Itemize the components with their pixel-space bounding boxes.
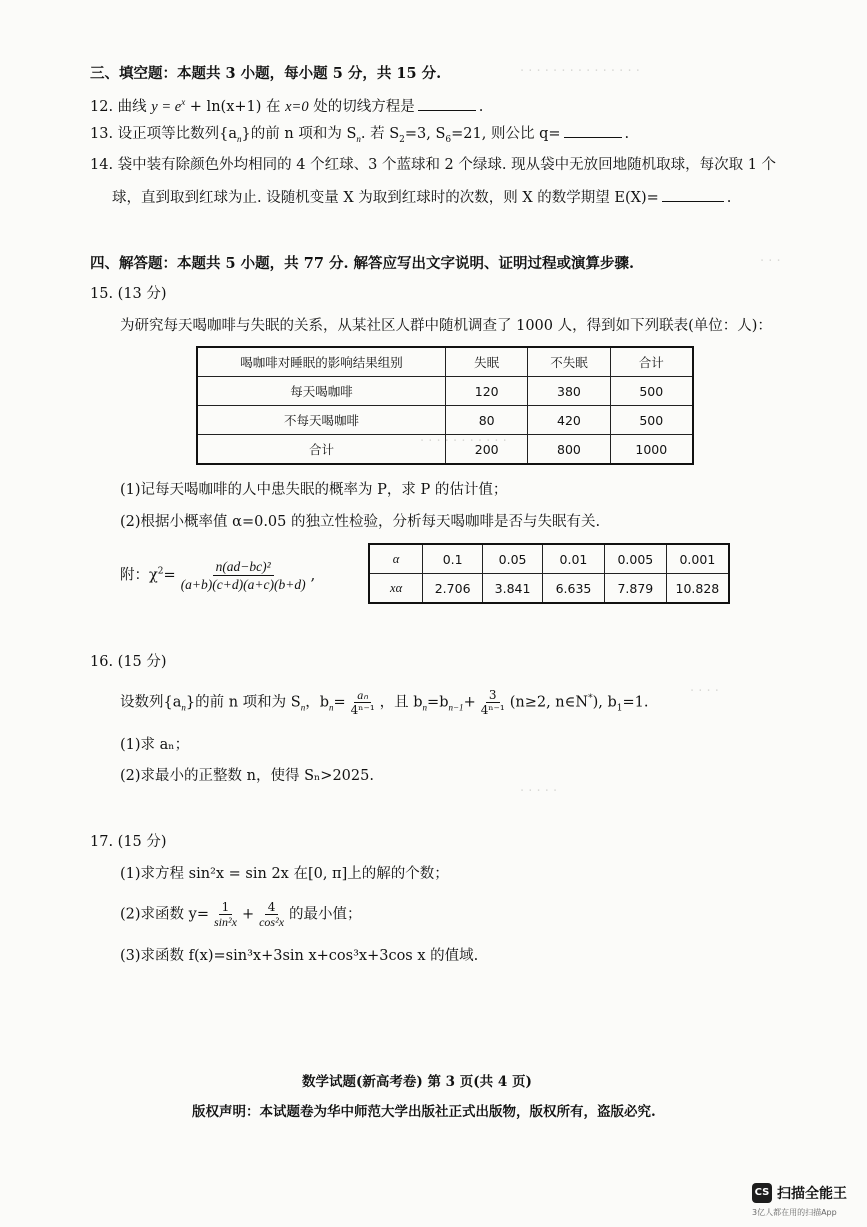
table-cell: α bbox=[369, 544, 423, 574]
table-row bbox=[197, 406, 693, 435]
table-cell: 120 bbox=[446, 377, 528, 406]
question-16-label: 16. (15 分) bbox=[90, 654, 167, 670]
table-cell: 3.841 bbox=[483, 574, 543, 604]
table-cell: 0.01 bbox=[543, 544, 605, 574]
camscanner-logo-icon: CS bbox=[752, 1183, 772, 1203]
table-cell: 2.706 bbox=[423, 574, 483, 604]
question-15-label: 15. (13 分) bbox=[90, 286, 167, 302]
table-cell: 6.635 bbox=[543, 574, 605, 604]
table-cell: 7.879 bbox=[604, 574, 666, 604]
table-row bbox=[197, 377, 693, 406]
table-cell: 0.005 bbox=[604, 544, 666, 574]
question-16-part1: (1)求 aₙ； bbox=[120, 737, 190, 753]
question-15-part1: (1)记每天喝咖啡的人中患失眠的概率为 P，求 P 的估计值； bbox=[120, 482, 508, 498]
question-14-line2: 球，直到取到红球为止. 设随机变量 X 为取到红球时的次数，则 X 的数学期望 E(X)= . bbox=[112, 190, 732, 206]
table-cell: 500 bbox=[610, 377, 693, 406]
table-header-row bbox=[197, 347, 693, 377]
table-row bbox=[197, 435, 693, 465]
section3-heading: 三、填空题：本题共 3 小题，每小题 5 分，共 15 分. bbox=[90, 65, 442, 82]
table-cell: 380 bbox=[528, 377, 610, 406]
table-cell: 0.05 bbox=[483, 544, 543, 574]
answer-blank-12[interactable] bbox=[418, 98, 476, 111]
chi-square-formula: 附：$\chi^2=$ $\frac{\text{n(ad−bc)²}}{(a+b)(c+d)(a+c)(b+d)}$ , bbox=[120, 559, 316, 592]
table-header: 合计 bbox=[610, 347, 693, 377]
table-cell: 500 bbox=[610, 406, 693, 435]
question-12: 12. 曲线 $y = e^x + \ln(x+1)$ 在 x=0 处的切线方程是 . bbox=[90, 97, 484, 115]
question-17-part1: (1)求方程 sin²x = sin 2x 在[0, π]上的解的个数； bbox=[120, 866, 449, 882]
watermark-app-name: 扫描全能王 bbox=[777, 1186, 847, 1202]
watermark-tagline: 3亿人都在用的扫描App bbox=[752, 1208, 837, 1217]
table-cell: 0.001 bbox=[666, 544, 729, 574]
table-cell: 800 bbox=[528, 435, 610, 465]
question-17-label: 17. (15 分) bbox=[90, 834, 167, 850]
question-17-part2: (2)求函数 y= $\frac{1}{\text{sin²x}}$ + $\frac{4}{\text{cos²x}}$ 的最小值； bbox=[120, 900, 362, 929]
table-cell: 每天喝咖啡 bbox=[197, 377, 446, 406]
question-16-stem: 设数列$\{a_n\}$的前 n 项和为 $S_n$，$b_n=$ $\frac{\text{aₙ}}{\text{4ⁿ⁻¹}}$ ，且 $b_n=b_{n-1}+$ $\frac{3}{\text{4ⁿ⁻¹}}$ (n≥2, n∈N*), $b_1=1$. bbox=[120, 688, 649, 717]
table-cell: 1000 bbox=[610, 435, 693, 465]
answer-blank-13[interactable] bbox=[564, 125, 622, 138]
table-cell: 200 bbox=[446, 435, 528, 465]
table-row bbox=[369, 544, 729, 574]
question-17-part3: (3)求函数 f(x)=sin³x+3sin x+cos³x+3cos x 的值域. bbox=[120, 948, 479, 964]
table-cell: 10.828 bbox=[666, 574, 729, 604]
table-cell: xα bbox=[369, 574, 423, 604]
copyright-notice: 版权声明：本试题卷为华中师范大学出版社正式出版物，版权所有，盗版必究. bbox=[192, 1104, 656, 1120]
page-footer: 数学试题(新高考卷) 第 3 页(共 4 页) bbox=[302, 1074, 532, 1090]
question-16-part2: (2)求最小的正整数 n，使得 Sₙ>2025. bbox=[120, 768, 374, 784]
table-cell: 不每天喝咖啡 bbox=[197, 406, 446, 435]
table-cell: 80 bbox=[446, 406, 528, 435]
question-14-line1: 14. 袋中装有除颜色外均相同的 4 个红球、3 个蓝球和 2 个绿球. 现从袋中无放回地随机取球，每次取 1 个 bbox=[90, 157, 777, 173]
question-15-part2: (2)根据小概率值 α=0.05 的独立性检验，分析每天喝咖啡是否与失眠有关. bbox=[120, 514, 601, 530]
question-13: 13. 设正项等比数列$\{a_n\}$的前 n 项和为 $S_n$. 若 $S_2=3$, $S_6=21$, 则公比 q= . bbox=[90, 126, 630, 145]
table-header: 喝咖啡对睡眠的影响结果组别 bbox=[197, 347, 446, 377]
section4-heading: 四、解答题：本题共 5 小题，共 77 分. 解答应写出文字说明、证明过程或演算步骤. bbox=[90, 255, 635, 272]
table-row bbox=[369, 574, 729, 604]
table-cell: 420 bbox=[528, 406, 610, 435]
table-cell: 合计 bbox=[197, 435, 446, 465]
table-cell: 0.1 bbox=[423, 544, 483, 574]
table-header: 不失眠 bbox=[528, 347, 610, 377]
critical-value-table bbox=[368, 543, 730, 604]
table-header: 失眠 bbox=[446, 347, 528, 377]
question-15-intro: 为研究每天喝咖啡与失眠的关系，从某社区人群中随机调查了 1000 人，得到如下列联表(单位：人)： bbox=[120, 318, 772, 334]
answer-blank-14[interactable] bbox=[662, 189, 724, 202]
contingency-table bbox=[196, 346, 694, 465]
